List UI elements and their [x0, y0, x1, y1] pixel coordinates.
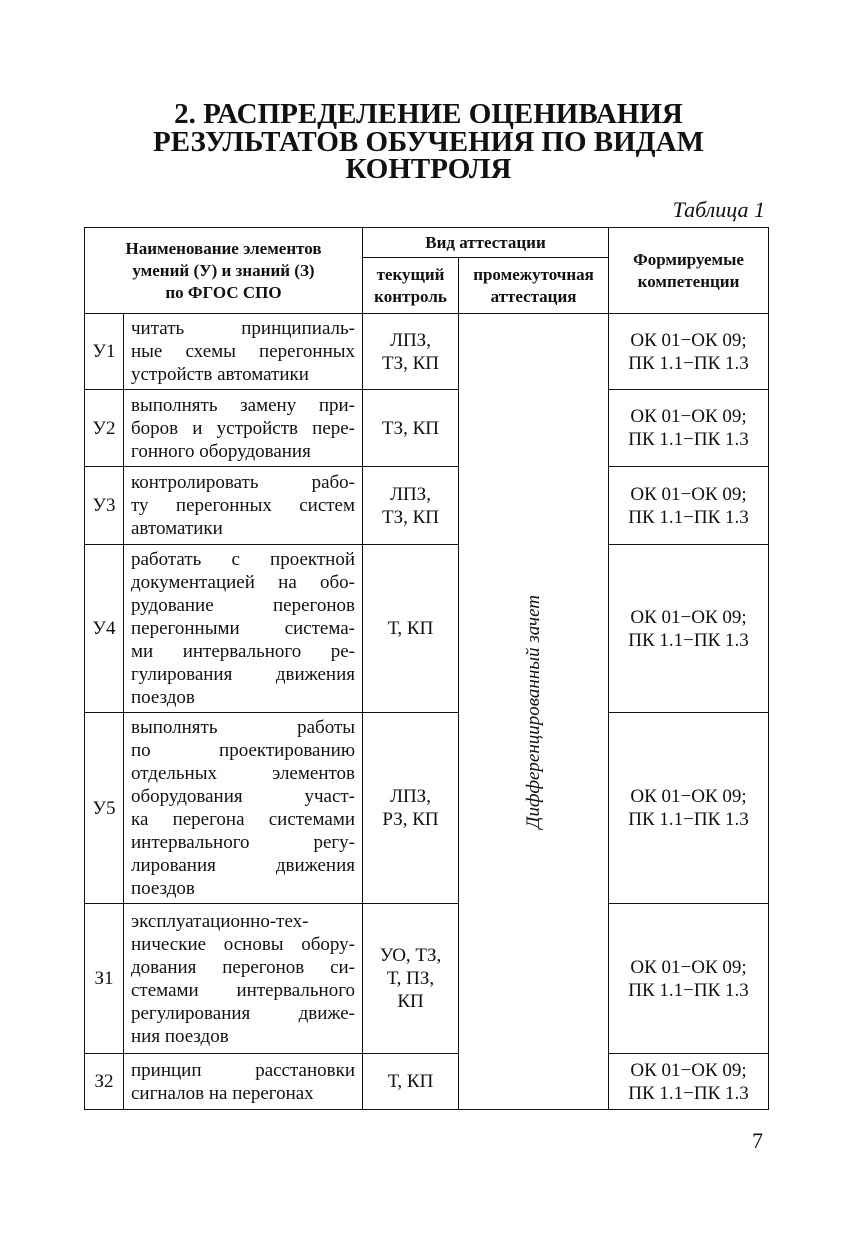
row-code: У4 — [85, 545, 124, 713]
row-description — [124, 713, 363, 904]
cell-line: ПК 1.1−ПК 1.3 — [628, 629, 749, 651]
table-row — [85, 713, 769, 904]
table-row — [85, 545, 769, 713]
row-code: У2 — [85, 390, 124, 467]
cell-line: поездов — [131, 687, 195, 708]
cell-line: ОК 01−ОК 09; — [630, 956, 747, 978]
cell-line: перегонными система- — [131, 618, 356, 639]
cell-line: ту перегонных систем — [131, 495, 356, 516]
header-competencies — [609, 228, 769, 314]
row-current-control — [363, 467, 459, 545]
row-code: З2 — [85, 1054, 124, 1110]
cell-line: ПК 1.1−ПК 1.3 — [628, 352, 749, 374]
cell-line: документацией на обо- — [131, 572, 356, 593]
table-row — [85, 314, 769, 390]
cell-line: ОК 01−ОК 09; — [630, 329, 747, 351]
cell-line: гулирования движения — [131, 664, 356, 685]
table-row — [85, 390, 769, 467]
cell-line: стемами интервального — [131, 979, 356, 1001]
table-row — [85, 1054, 769, 1110]
row-description — [124, 904, 363, 1054]
row-current-control — [363, 390, 459, 467]
cell-line: КП — [397, 991, 424, 1012]
row-description — [124, 1054, 363, 1110]
cell-line: Т, КП — [387, 1071, 434, 1092]
cell-line: интервального регу- — [131, 832, 356, 853]
cell-line: поездов — [131, 878, 195, 899]
cell-line: боров и устройств пере- — [131, 417, 356, 439]
cell-line: рудование перегонов — [131, 595, 356, 616]
header-text: промежуточная — [473, 264, 594, 284]
section-title — [0, 98, 857, 185]
row-current-control — [363, 1054, 459, 1110]
cell-line: ПК 1.1−ПК 1.3 — [628, 1082, 749, 1104]
cell-line: ЛПЗ, — [390, 329, 431, 351]
cell-line: РЗ, КП — [382, 809, 439, 830]
cell-line: ПК 1.1−ПК 1.3 — [628, 809, 749, 830]
row-code: У1 — [85, 314, 124, 390]
cell-line: читать принципиаль- — [131, 318, 356, 339]
header-intermediate — [459, 258, 609, 314]
header-text: аттестация — [490, 286, 577, 306]
row-current-control — [363, 713, 459, 904]
table-row — [85, 904, 769, 1054]
cell-line: лирования движения — [131, 855, 356, 876]
header-elements — [85, 228, 363, 314]
cell-line: ОК 01−ОК 09; — [630, 606, 747, 628]
cell-line: выполнять замену при- — [131, 394, 356, 416]
cell-line: контролировать рабо- — [131, 472, 356, 493]
cell-line: эксплуатационно-тех- — [131, 910, 309, 932]
cell-line: нические основы обору- — [131, 933, 356, 955]
cell-line: работать с проектной — [131, 549, 356, 570]
row-description — [124, 467, 363, 545]
intermediate-value: Дифференцированный зачет — [523, 594, 545, 829]
cell-line: автоматики — [131, 518, 223, 539]
row-current-control — [363, 314, 459, 390]
cell-line: ПК 1.1−ПК 1.3 — [628, 429, 749, 450]
row-competencies — [609, 390, 769, 467]
cell-line: ТЗ, КП — [382, 352, 440, 374]
cell-line: ЛПЗ, — [390, 786, 431, 807]
row-description — [124, 390, 363, 467]
cell-line: ЛПЗ, — [390, 483, 431, 505]
cell-line: ми интервального ре- — [131, 641, 356, 662]
cell-line: ТЗ, КП — [382, 417, 440, 439]
row-code: У5 — [85, 713, 124, 904]
cell-line: УО, ТЗ, — [379, 945, 442, 966]
cell-line: ОК 01−ОК 09; — [630, 1059, 747, 1081]
table-caption: Таблица 1 — [672, 197, 765, 222]
row-description — [124, 314, 363, 390]
row-competencies — [609, 1054, 769, 1110]
cell-line: регулирования движе- — [131, 1002, 356, 1024]
table-row — [85, 467, 769, 545]
row-competencies — [609, 314, 769, 390]
cell-line: по проектированию — [131, 740, 356, 761]
cell-line: отдельных элементов — [131, 763, 356, 784]
row-description — [124, 545, 363, 713]
cell-line: ОК 01−ОК 09; — [630, 483, 747, 505]
page-number: 7 — [752, 1128, 763, 1153]
cell-line: принцип расстановки — [131, 1059, 356, 1081]
title-line: 2. РАСПРЕДЕЛЕНИЕ ОЦЕНИВАНИЯ — [174, 98, 683, 130]
row-code: З1 — [85, 904, 124, 1054]
row-competencies — [609, 904, 769, 1054]
title-line: РЕЗУЛЬТАТОВ ОБУЧЕНИЯ ПО ВИДАМ — [153, 125, 704, 158]
cell-line: выполнять работы — [131, 717, 356, 738]
cell-line: ные схемы перегонных — [131, 341, 356, 362]
cell-line: ПК 1.1−ПК 1.3 — [628, 979, 749, 1001]
row-code: У3 — [85, 467, 124, 545]
header-text: Формируемые — [633, 249, 744, 269]
header-current-control — [363, 258, 459, 314]
header-text: умений (У) и знаний (З) — [132, 260, 315, 280]
row-current-control — [363, 545, 459, 713]
cell-line: ОК 01−ОК 09; — [630, 786, 747, 807]
cell-line: оборудования участ- — [131, 786, 356, 807]
row-competencies — [609, 713, 769, 904]
cell-line: ТЗ, КП — [382, 506, 440, 528]
title-line: КОНТРОЛЯ — [345, 153, 512, 185]
cell-line: дования перегонов си- — [131, 956, 356, 978]
header-text: текущий — [376, 264, 445, 284]
cell-line: устройств автоматики — [131, 364, 309, 385]
cell-line: ка перегона системами — [131, 809, 356, 830]
row-current-control — [363, 904, 459, 1054]
cell-line: Т, ПЗ, — [386, 968, 435, 989]
cell-line: сигналов на перегонах — [131, 1082, 314, 1104]
header-text: по ФГОС СПО — [165, 282, 282, 302]
cell-line: ОК 01−ОК 09; — [630, 406, 747, 427]
row-competencies — [609, 467, 769, 545]
cell-line: ния поездов — [131, 1025, 229, 1047]
header-text: контроль — [374, 286, 447, 306]
header-text: Наименование элементов — [125, 238, 322, 258]
intermediate-attestation-cell — [459, 314, 609, 1110]
cell-line: ПК 1.1−ПК 1.3 — [628, 506, 749, 528]
assessment-table — [84, 227, 769, 1110]
row-competencies — [609, 545, 769, 713]
cell-line: гонного оборудования — [131, 440, 311, 462]
header-text: компетенции — [637, 271, 740, 291]
header-attestation-type: Вид аттестации — [363, 228, 609, 258]
cell-line: Т, КП — [387, 618, 434, 639]
